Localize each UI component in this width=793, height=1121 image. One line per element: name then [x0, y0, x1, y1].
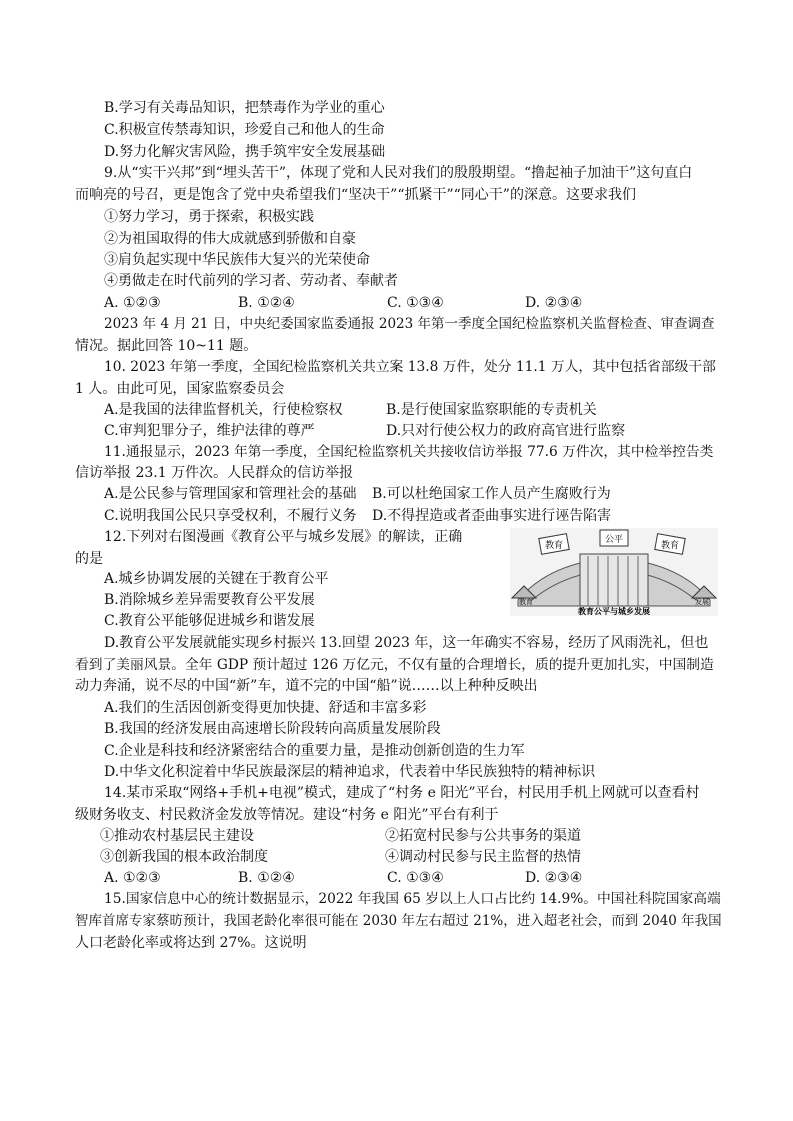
q15-stem-line-3: 人口老龄化率或将达到 27%。这说明 — [75, 935, 307, 951]
q14-statement-2: ②拓宽村民参与公共事务的渠道 — [385, 828, 581, 844]
cartoon-drawing — [510, 528, 718, 616]
material-line-2: 情况。据此回答 10~11 题。 — [75, 338, 258, 354]
q9-choice-b: B. ①②④ — [238, 295, 295, 311]
q13-stem-line-2: 看到了美丽风景。全年 GDP 预计超过 126 万亿元，不仅有量的合理增长，质的提升更加扎实，中国制造 — [75, 657, 714, 673]
q15-stem-line-1: 15.国家信息中心的统计数据显示，2022 年我国 65 岁以上人口占比约 14.9%。中国社科院国家高端 — [104, 891, 721, 907]
q11-option-b: B.可以杜绝国家工作人员产生腐败行为 — [372, 486, 611, 502]
q12-stem-line-2: 的是 — [75, 551, 103, 567]
q14-choice-c: C. ①③④ — [387, 870, 444, 886]
q12-option-d-and-q13-line-1: D.教育公平发展就能实现乡村振兴 13.回望 2023 年，这一年确实不容易，经历了风雨洗礼，但也 — [104, 635, 709, 651]
q10-option-b: B.是行使国家监察职能的专责机关 — [386, 402, 597, 418]
cartoon-label-edu: 教育 — [544, 541, 564, 551]
q13-option-c: C.企业是科技和经济紧密结合的重要力量，是推动创新创造的生力军 — [104, 743, 525, 759]
q11-stem-line-2: 信访举报 23.1 万件次。人民群众的信访举报 — [75, 465, 354, 481]
q10-option-c: C.审判犯罪分子，维护法律的尊严 — [104, 423, 315, 439]
q12-stem-line-1: 12.下列对右图漫画《教育公平与城乡发展》的解读，正确 — [104, 529, 463, 545]
cartoon-education-fairness — [510, 528, 718, 616]
q9-stem-line-1: 9.从“实干兴邦”到“埋头苦干”，体现了党和人民对我们的殷殷期望。“撸起袖子加油干”这句直白 — [104, 165, 693, 181]
q14-choice-b: B. ①②④ — [238, 870, 295, 886]
cartoon-label-left: 教育 — [519, 598, 533, 606]
cartoon-label-fair: 公平 — [604, 535, 624, 545]
q8-option-d: D.努力化解灾害风险，携手筑牢安全发展基础 — [104, 144, 386, 160]
q11-stem-line-1: 11.通报显示，2023 年第一季度，全国纪检监察机关共接收信访举报 77.6 万件次，其中检举控告类 — [104, 444, 714, 460]
cartoon-caption: 教育公平与城乡发展 — [578, 607, 650, 616]
q12-option-a: A.城乡协调发展的关键在于教育公平 — [104, 571, 329, 587]
q9-statement-3: ③肩负起实现中华民族伟大复兴的光荣使命 — [104, 252, 370, 268]
q9-stem-line-2: 而响亮的号召，更是饱含了党中央希望我们“坚决干”“抓紧干”“同心干”的深意。这要求我们 — [75, 187, 636, 203]
q14-stem-line-2: 级财务收支、村民救济金发放等情况。建设“村务 e 阳光”平台有利于 — [75, 807, 499, 823]
q11-option-d: D.不得捏造或者歪曲事实进行诬告陷害 — [372, 508, 612, 524]
q11-option-c: C.说明我国公民只享受权利，不履行义务 — [104, 508, 357, 524]
q9-choice-a: A. ①②③ — [104, 295, 161, 311]
q14-choice-d: D. ②③④ — [525, 870, 583, 886]
q14-statement-3: ③创新我国的根本政治制度 — [100, 849, 268, 865]
q8-option-c: C.积极宣传禁毒知识，珍爱自己和他人的生命 — [104, 122, 385, 138]
q10-stem-line-1: 10. 2023 年第一季度，全国纪检监察机关共立案 13.8 万件，处分 11.1 万人，其中包括省部级干部 — [104, 359, 716, 375]
q10-option-a: A.是我国的法律监督机关，行使检察权 — [104, 402, 343, 418]
q14-statement-1: ①推动农村基层民主建设 — [100, 828, 254, 844]
q14-stem-line-1: 14.某市采取“网络+手机+电视”模式，建成了“村务 e 阳光”平台，村民用手机上网就可以查看村 — [104, 785, 700, 801]
q13-stem-line-3: 动力奔涌，说不尽的中国“新”车，道不完的中国“船”说……以上种种反映出 — [75, 678, 538, 694]
q13-option-d: D.中华文化积淀着中华民族最深层的精神追求，代表着中华民族独特的精神标识 — [104, 764, 596, 780]
q9-choice-d: D. ②③④ — [525, 295, 583, 311]
q9-choice-c: C. ①③④ — [387, 295, 444, 311]
q9-statement-1: ①努力学习，勇于探索，积极实践 — [104, 209, 314, 225]
q11-option-a: A.是公民参与管理国家和管理社会的基础 — [104, 486, 357, 502]
cartoon-label-right: 发展 — [695, 598, 709, 606]
q13-option-b: B.我国的经济发展由高速增长阶段转向高质量发展阶段 — [104, 721, 441, 737]
material-line-1: 2023 年 4 月 21 日，中央纪委国家监委通报 2023 年第一季度全国纪检监察机关监督检查、审查调查 — [104, 316, 715, 332]
q10-option-d: D.只对行使公权力的政府高官进行监察 — [386, 423, 626, 439]
q13-option-a: A.我们的生活因创新变得更加快捷、舒适和丰富多彩 — [104, 700, 427, 716]
q14-choice-a: A. ①②③ — [104, 870, 161, 886]
q8-option-b: B.学习有关毒品知识，把禁毒作为学业的重心 — [104, 100, 385, 116]
q12-option-b: B.消除城乡差异需要教育公平发展 — [104, 592, 315, 608]
q9-statement-4: ④勇做走在时代前列的学习者、劳动者、奉献者 — [104, 273, 398, 289]
q14-statement-4: ④调动村民参与民主监督的热情 — [385, 849, 581, 865]
q15-stem-line-2: 智库首席专家蔡昉预计，我国老龄化率很可能在 2030 年左右超过 21%，进入超老社会，而到 2040 年我国 — [75, 913, 722, 929]
q12-option-c: C.教育公平能够促进城乡和谐发展 — [104, 613, 315, 629]
cartoon-label-edu-2: 教育 — [660, 541, 680, 551]
q9-statement-2: ②为祖国取得的伟大成就感到骄傲和自豪 — [104, 231, 356, 247]
q10-stem-line-2: 1 人。由此可见，国家监察委员会 — [75, 381, 285, 397]
